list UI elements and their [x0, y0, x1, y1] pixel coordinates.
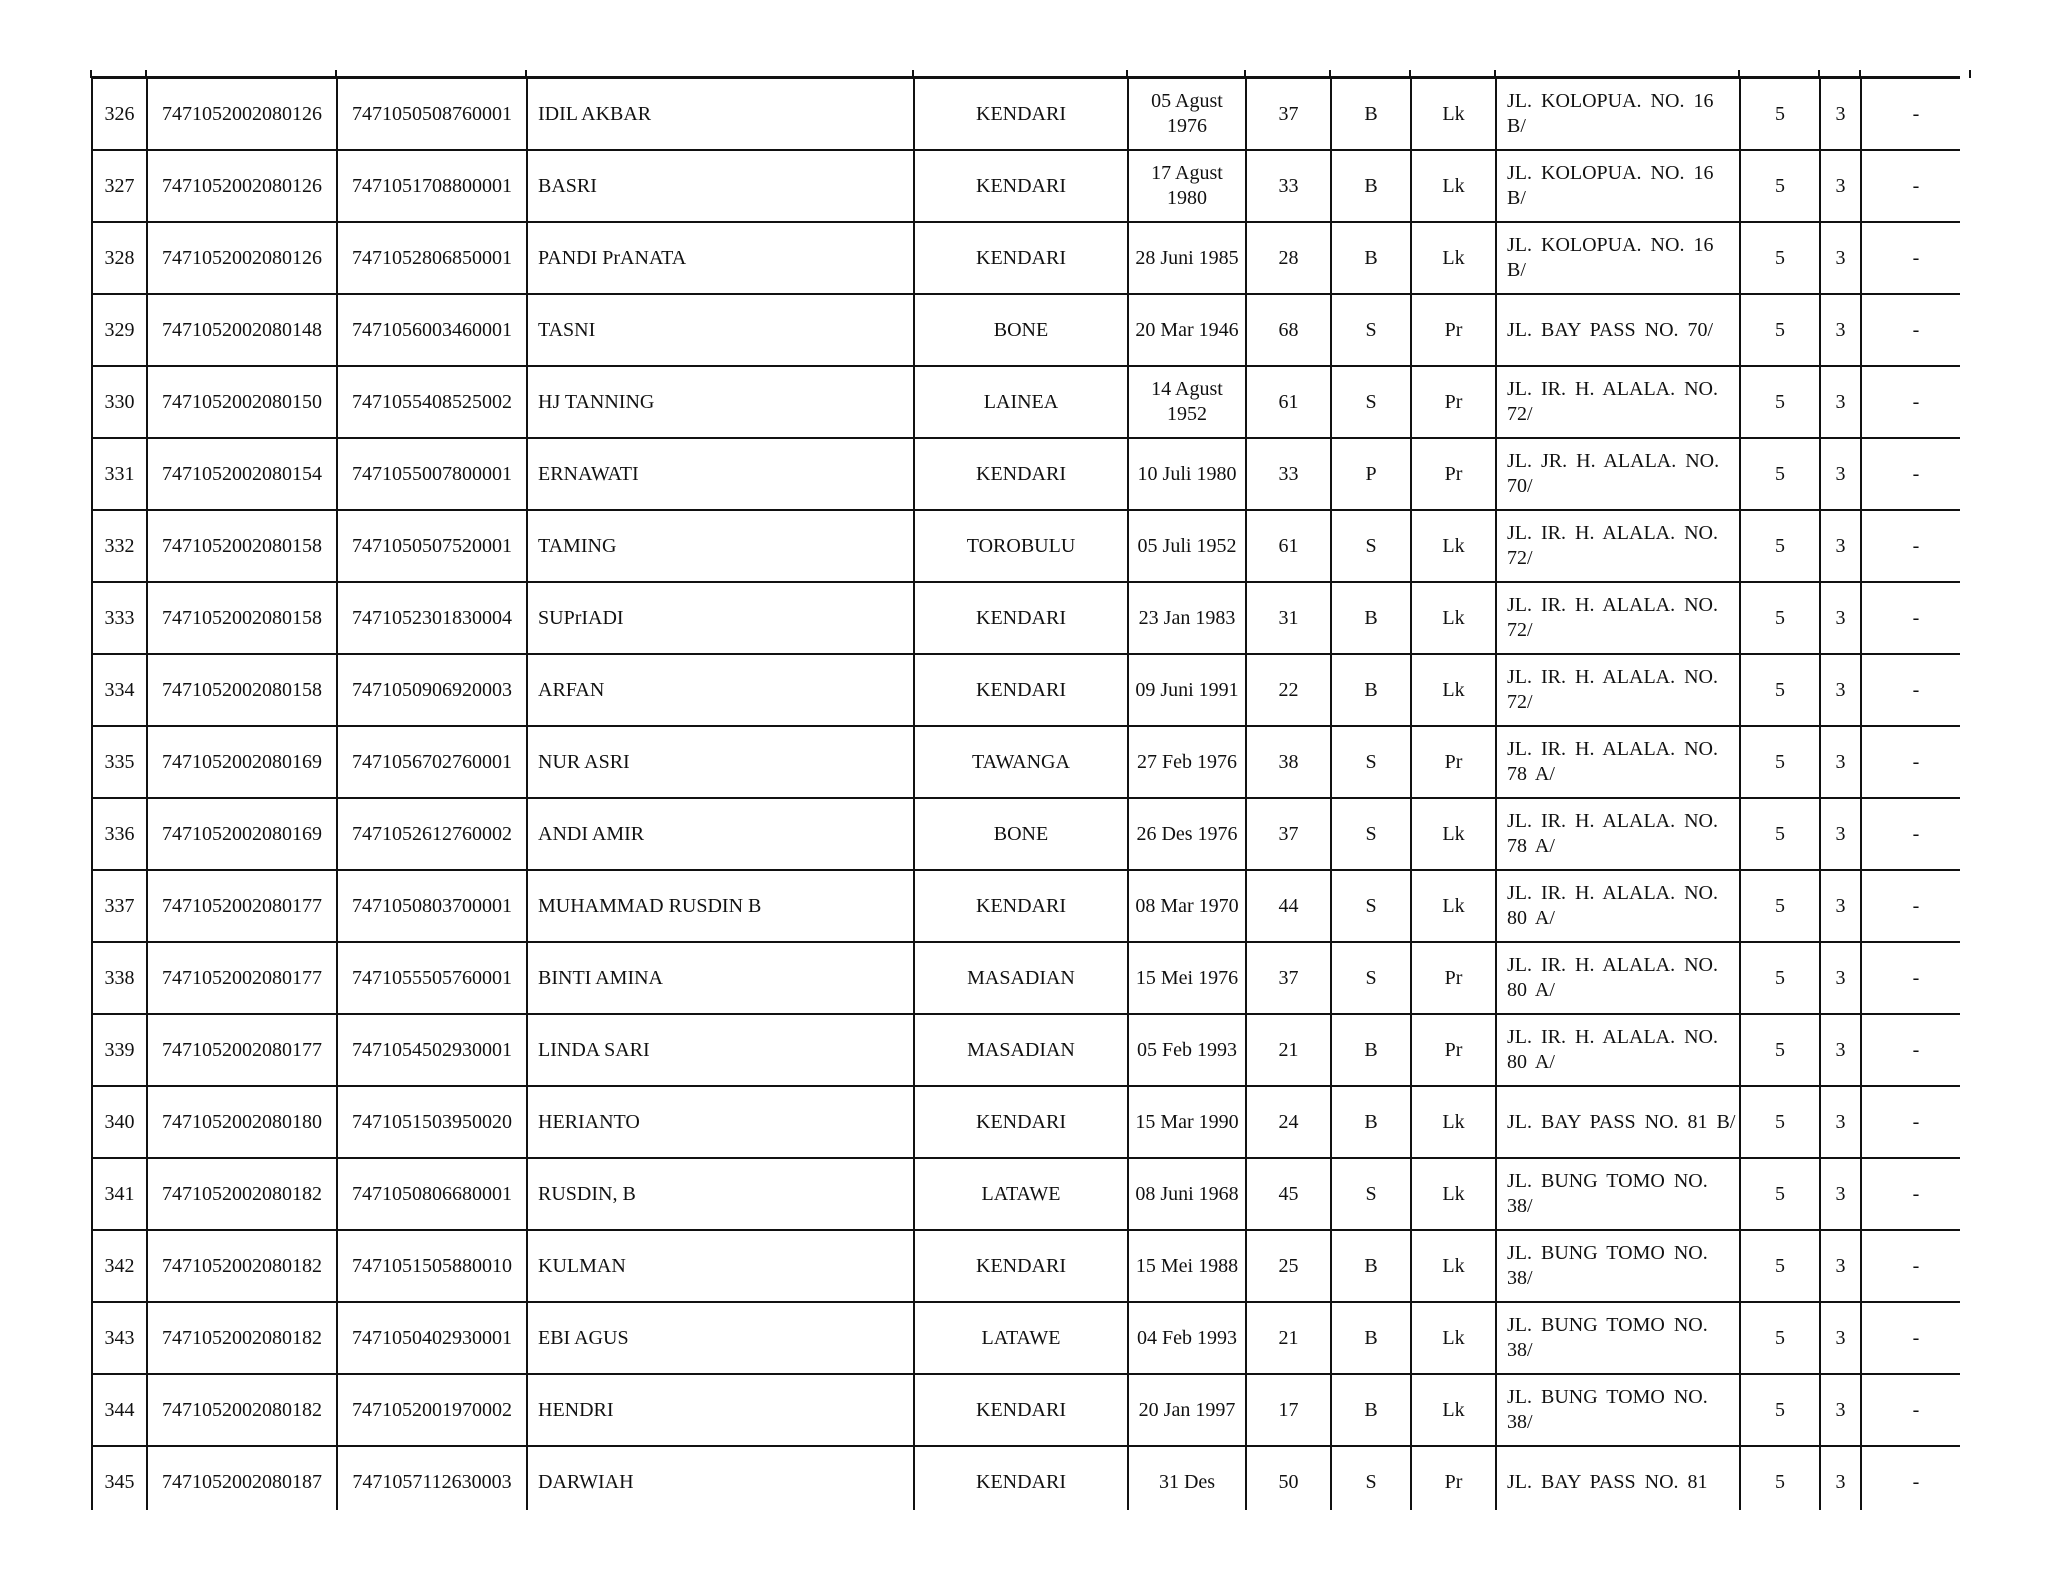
cell-marital-status: S [1331, 510, 1411, 582]
cell-row-number: 343 [92, 1302, 147, 1374]
cell-rw-number: 5 [1740, 222, 1820, 294]
table-row [92, 150, 1960, 222]
cell-birth-place: KENDARI [914, 1086, 1128, 1158]
cell-gender: Lk [1411, 510, 1496, 582]
cell-note: - [1861, 1230, 1960, 1302]
cell-resident-name: TASNI [527, 294, 914, 366]
table-row [92, 78, 1960, 151]
cell-family-card-number: 7471052002080177 [147, 942, 337, 1014]
resident-table [91, 76, 1960, 1510]
cell-birth-place: LATAWE [914, 1302, 1128, 1374]
cell-birth-date: 05 Agust 1976 [1128, 78, 1246, 151]
cell-marital-status: S [1331, 870, 1411, 942]
cell-birth-place: TOROBULU [914, 510, 1128, 582]
cell-rw-number: 5 [1740, 1302, 1820, 1374]
cell-national-id-number: 7471056003460001 [337, 294, 527, 366]
cell-birth-place: KENDARI [914, 150, 1128, 222]
table-row [92, 1446, 1960, 1510]
cell-national-id-number: 7471051503950020 [337, 1086, 527, 1158]
cell-age: 61 [1246, 366, 1331, 438]
cell-birth-date: 27 Feb 1976 [1128, 726, 1246, 798]
cell-birth-date: 05 Juli 1952 [1128, 510, 1246, 582]
cell-age: 21 [1246, 1302, 1331, 1374]
cell-birth-place: KENDARI [914, 1374, 1128, 1446]
cell-address: JL. BUNG TOMO NO. 38/ [1496, 1302, 1740, 1374]
cell-gender: Pr [1411, 942, 1496, 1014]
cell-resident-name: KULMAN [527, 1230, 914, 1302]
table-body [92, 78, 1960, 1511]
cell-gender: Pr [1411, 438, 1496, 510]
cell-row-number: 345 [92, 1446, 147, 1510]
cell-national-id-number: 7471050906920003 [337, 654, 527, 726]
cell-note: - [1861, 1302, 1960, 1374]
cell-marital-status: B [1331, 1014, 1411, 1086]
cell-national-id-number: 7471051505880010 [337, 1230, 527, 1302]
cell-national-id-number: 7471055408525002 [337, 366, 527, 438]
cell-note: - [1861, 1158, 1960, 1230]
cell-marital-status: S [1331, 294, 1411, 366]
cell-age: 33 [1246, 150, 1331, 222]
cell-row-number: 334 [92, 654, 147, 726]
cell-birth-place: BONE [914, 798, 1128, 870]
cell-birth-date: 20 Mar 1946 [1128, 294, 1246, 366]
cell-note: - [1861, 1086, 1960, 1158]
cell-address: JL. IR. H. ALALA. NO. 72/ [1496, 654, 1740, 726]
cell-birth-date: 08 Mar 1970 [1128, 870, 1246, 942]
table-row [92, 798, 1960, 870]
cell-national-id-number: 7471052612760002 [337, 798, 527, 870]
cell-national-id-number: 7471057112630003 [337, 1446, 527, 1510]
cell-note: - [1861, 582, 1960, 654]
cell-address: JL. JR. H. ALALA. NO. 70/ [1496, 438, 1740, 510]
cell-rw-number: 5 [1740, 726, 1820, 798]
cell-address: JL. BUNG TOMO NO. 38/ [1496, 1158, 1740, 1230]
table-row [92, 1230, 1960, 1302]
cell-note: - [1861, 78, 1960, 151]
cell-rt-number: 3 [1820, 582, 1861, 654]
cell-rw-number: 5 [1740, 654, 1820, 726]
cell-resident-name: SUPrIADI [527, 582, 914, 654]
cell-age: 68 [1246, 294, 1331, 366]
table-row [92, 1302, 1960, 1374]
cell-resident-name: HERIANTO [527, 1086, 914, 1158]
cell-rw-number: 5 [1740, 870, 1820, 942]
cell-family-card-number: 7471052002080169 [147, 798, 337, 870]
cell-family-card-number: 7471052002080177 [147, 870, 337, 942]
cell-gender: Lk [1411, 654, 1496, 726]
cell-family-card-number: 7471052002080158 [147, 510, 337, 582]
cell-family-card-number: 7471052002080150 [147, 366, 337, 438]
cell-family-card-number: 7471052002080158 [147, 582, 337, 654]
cell-rw-number: 5 [1740, 294, 1820, 366]
cell-birth-date: 26 Des 1976 [1128, 798, 1246, 870]
cell-birth-place: KENDARI [914, 654, 1128, 726]
cell-national-id-number: 7471050806680001 [337, 1158, 527, 1230]
cell-birth-place: LAINEA [914, 366, 1128, 438]
cell-rt-number: 3 [1820, 1158, 1861, 1230]
cell-age: 45 [1246, 1158, 1331, 1230]
cell-address: JL. BAY PASS NO. 70/ [1496, 294, 1740, 366]
cell-national-id-number: 7471052301830004 [337, 582, 527, 654]
cell-age: 21 [1246, 1014, 1331, 1086]
cell-row-number: 330 [92, 366, 147, 438]
cell-age: 31 [1246, 582, 1331, 654]
cell-marital-status: S [1331, 1158, 1411, 1230]
cell-family-card-number: 7471052002080180 [147, 1086, 337, 1158]
cell-birth-place: KENDARI [914, 1230, 1128, 1302]
cell-address: JL. IR. H. ALALA. NO. 72/ [1496, 582, 1740, 654]
cell-family-card-number: 7471052002080154 [147, 438, 337, 510]
table-row [92, 870, 1960, 942]
cell-row-number: 335 [92, 726, 147, 798]
table-row [92, 582, 1960, 654]
cell-marital-status: B [1331, 1374, 1411, 1446]
cell-rt-number: 3 [1820, 1230, 1861, 1302]
data-sheet [91, 76, 1960, 1510]
cell-birth-place: KENDARI [914, 582, 1128, 654]
cell-gender: Pr [1411, 1446, 1496, 1510]
cell-address: JL. KOLOPUA. NO. 16 B/ [1496, 78, 1740, 151]
cell-age: 37 [1246, 78, 1331, 151]
cell-resident-name: HJ TANNING [527, 366, 914, 438]
cell-note: - [1861, 1014, 1960, 1086]
cell-gender: Lk [1411, 1302, 1496, 1374]
table-row [92, 222, 1960, 294]
cell-address: JL. KOLOPUA. NO. 16 B/ [1496, 150, 1740, 222]
cell-note: - [1861, 1446, 1960, 1510]
cell-birth-date: 15 Mei 1988 [1128, 1230, 1246, 1302]
table-row [92, 438, 1960, 510]
cell-rw-number: 5 [1740, 78, 1820, 151]
cell-rw-number: 5 [1740, 438, 1820, 510]
table-row [92, 1086, 1960, 1158]
cell-row-number: 340 [92, 1086, 147, 1158]
cell-gender: Pr [1411, 726, 1496, 798]
cell-birth-date: 15 Mar 1990 [1128, 1086, 1246, 1158]
cell-row-number: 336 [92, 798, 147, 870]
cell-birth-place: KENDARI [914, 222, 1128, 294]
cell-gender: Lk [1411, 1230, 1496, 1302]
cell-birth-date: 28 Juni 1985 [1128, 222, 1246, 294]
cell-marital-status: S [1331, 1446, 1411, 1510]
cell-family-card-number: 7471052002080126 [147, 78, 337, 151]
cell-rw-number: 5 [1740, 1230, 1820, 1302]
cell-rt-number: 3 [1820, 942, 1861, 1014]
cell-resident-name: TAMING [527, 510, 914, 582]
cell-age: 33 [1246, 438, 1331, 510]
cell-birth-place: KENDARI [914, 1446, 1128, 1510]
cell-national-id-number: 7471054502930001 [337, 1014, 527, 1086]
cell-national-id-number: 7471050803700001 [337, 870, 527, 942]
cell-age: 24 [1246, 1086, 1331, 1158]
cell-rt-number: 3 [1820, 1374, 1861, 1446]
cell-note: - [1861, 726, 1960, 798]
cell-birth-place: LATAWE [914, 1158, 1128, 1230]
cell-rt-number: 3 [1820, 222, 1861, 294]
cell-gender: Pr [1411, 366, 1496, 438]
cell-rw-number: 5 [1740, 1446, 1820, 1510]
column-tick [1969, 70, 1971, 78]
cell-birth-date: 31 Des [1128, 1446, 1246, 1510]
cell-marital-status: B [1331, 78, 1411, 151]
cell-row-number: 338 [92, 942, 147, 1014]
cell-address: JL. IR. H. ALALA. NO. 80 A/ [1496, 1014, 1740, 1086]
table-row [92, 654, 1960, 726]
cell-birth-place: KENDARI [914, 438, 1128, 510]
cell-age: 37 [1246, 942, 1331, 1014]
cell-birth-place: BONE [914, 294, 1128, 366]
cell-rt-number: 3 [1820, 726, 1861, 798]
cell-age: 37 [1246, 798, 1331, 870]
cell-row-number: 328 [92, 222, 147, 294]
cell-resident-name: DARWIAH [527, 1446, 914, 1510]
cell-resident-name: ANDI AMIR [527, 798, 914, 870]
cell-row-number: 327 [92, 150, 147, 222]
cell-marital-status: B [1331, 1302, 1411, 1374]
cell-birth-place: KENDARI [914, 78, 1128, 151]
cell-rw-number: 5 [1740, 798, 1820, 870]
cell-birth-place: TAWANGA [914, 726, 1128, 798]
cell-gender: Lk [1411, 798, 1496, 870]
cell-gender: Lk [1411, 1086, 1496, 1158]
cell-birth-date: 17 Agust 1980 [1128, 150, 1246, 222]
cell-national-id-number: 7471055007800001 [337, 438, 527, 510]
cell-note: - [1861, 150, 1960, 222]
cell-gender: Lk [1411, 582, 1496, 654]
cell-rw-number: 5 [1740, 582, 1820, 654]
cell-address: JL. BAY PASS NO. 81 [1496, 1446, 1740, 1510]
cell-gender: Pr [1411, 294, 1496, 366]
cell-note: - [1861, 942, 1960, 1014]
cell-age: 22 [1246, 654, 1331, 726]
cell-gender: Lk [1411, 1158, 1496, 1230]
cell-marital-status: B [1331, 582, 1411, 654]
table-row [92, 942, 1960, 1014]
cell-resident-name: ERNAWATI [527, 438, 914, 510]
cell-resident-name: ARFAN [527, 654, 914, 726]
cell-birth-place: KENDARI [914, 870, 1128, 942]
cell-gender: Lk [1411, 870, 1496, 942]
cell-age: 28 [1246, 222, 1331, 294]
cell-family-card-number: 7471052002080158 [147, 654, 337, 726]
cell-resident-name: LINDA SARI [527, 1014, 914, 1086]
cell-rt-number: 3 [1820, 1446, 1861, 1510]
cell-birth-date: 10 Juli 1980 [1128, 438, 1246, 510]
cell-birth-date: 14 Agust 1952 [1128, 366, 1246, 438]
cell-row-number: 333 [92, 582, 147, 654]
cell-resident-name: IDIL AKBAR [527, 78, 914, 151]
cell-marital-status: B [1331, 1230, 1411, 1302]
cell-age: 44 [1246, 870, 1331, 942]
cell-row-number: 326 [92, 78, 147, 151]
table-row [92, 1014, 1960, 1086]
cell-rt-number: 3 [1820, 1086, 1861, 1158]
cell-marital-status: S [1331, 798, 1411, 870]
table-row [92, 510, 1960, 582]
cell-marital-status: S [1331, 726, 1411, 798]
cell-family-card-number: 7471052002080182 [147, 1158, 337, 1230]
cell-row-number: 344 [92, 1374, 147, 1446]
cell-row-number: 341 [92, 1158, 147, 1230]
cell-national-id-number: 7471052806850001 [337, 222, 527, 294]
cell-birth-date: 20 Jan 1997 [1128, 1374, 1246, 1446]
cell-note: - [1861, 438, 1960, 510]
cell-family-card-number: 7471052002080169 [147, 726, 337, 798]
cell-marital-status: P [1331, 438, 1411, 510]
cell-family-card-number: 7471052002080177 [147, 1014, 337, 1086]
cell-resident-name: NUR ASRI [527, 726, 914, 798]
cell-birth-date: 08 Juni 1968 [1128, 1158, 1246, 1230]
cell-age: 61 [1246, 510, 1331, 582]
cell-rt-number: 3 [1820, 78, 1861, 151]
cell-address: JL. BUNG TOMO NO. 38/ [1496, 1230, 1740, 1302]
cell-address: JL. IR. H. ALALA. NO. 80 A/ [1496, 942, 1740, 1014]
table-row [92, 294, 1960, 366]
cell-family-card-number: 7471052002080182 [147, 1374, 337, 1446]
table-row [92, 1158, 1960, 1230]
cell-rw-number: 5 [1740, 366, 1820, 438]
cell-birth-date: 23 Jan 1983 [1128, 582, 1246, 654]
cell-rw-number: 5 [1740, 1374, 1820, 1446]
cell-family-card-number: 7471052002080187 [147, 1446, 337, 1510]
cell-national-id-number: 7471056702760001 [337, 726, 527, 798]
cell-address: JL. BUNG TOMO NO. 38/ [1496, 1374, 1740, 1446]
cell-rw-number: 5 [1740, 1014, 1820, 1086]
table-row [92, 1374, 1960, 1446]
cell-rt-number: 3 [1820, 798, 1861, 870]
cell-rw-number: 5 [1740, 1086, 1820, 1158]
cell-row-number: 337 [92, 870, 147, 942]
cell-age: 25 [1246, 1230, 1331, 1302]
cell-gender: Lk [1411, 1374, 1496, 1446]
cell-marital-status: B [1331, 1086, 1411, 1158]
cell-rt-number: 3 [1820, 438, 1861, 510]
cell-row-number: 332 [92, 510, 147, 582]
cell-row-number: 342 [92, 1230, 147, 1302]
cell-national-id-number: 7471055505760001 [337, 942, 527, 1014]
cell-national-id-number: 7471050507520001 [337, 510, 527, 582]
cell-marital-status: S [1331, 942, 1411, 1014]
cell-note: - [1861, 366, 1960, 438]
cell-family-card-number: 7471052002080126 [147, 222, 337, 294]
cell-rw-number: 5 [1740, 150, 1820, 222]
cell-family-card-number: 7471052002080148 [147, 294, 337, 366]
table-row [92, 726, 1960, 798]
cell-birth-date: 09 Juni 1991 [1128, 654, 1246, 726]
cell-resident-name: EBI AGUS [527, 1302, 914, 1374]
cell-marital-status: B [1331, 222, 1411, 294]
cell-address: JL. IR. H. ALALA. NO. 78 A/ [1496, 798, 1740, 870]
cell-rw-number: 5 [1740, 1158, 1820, 1230]
cell-rt-number: 3 [1820, 1014, 1861, 1086]
cell-address: JL. BAY PASS NO. 81 B/ [1496, 1086, 1740, 1158]
cell-family-card-number: 7471052002080182 [147, 1302, 337, 1374]
cell-address: JL. IR. H. ALALA. NO. 72/ [1496, 366, 1740, 438]
cell-resident-name: PANDI PrANATA [527, 222, 914, 294]
cell-rw-number: 5 [1740, 510, 1820, 582]
cell-marital-status: B [1331, 654, 1411, 726]
cell-resident-name: RUSDIN, B [527, 1158, 914, 1230]
cell-address: JL. KOLOPUA. NO. 16 B/ [1496, 222, 1740, 294]
cell-rw-number: 5 [1740, 942, 1820, 1014]
cell-note: - [1861, 654, 1960, 726]
cell-age: 17 [1246, 1374, 1331, 1446]
cell-rt-number: 3 [1820, 870, 1861, 942]
cell-note: - [1861, 1374, 1960, 1446]
cell-resident-name: HENDRI [527, 1374, 914, 1446]
table-row [92, 366, 1960, 438]
cell-gender: Lk [1411, 222, 1496, 294]
cell-age: 50 [1246, 1446, 1331, 1510]
cell-rt-number: 3 [1820, 654, 1861, 726]
cell-national-id-number: 7471051708800001 [337, 150, 527, 222]
cell-note: - [1861, 798, 1960, 870]
cell-birth-date: 15 Mei 1976 [1128, 942, 1246, 1014]
cell-address: JL. IR. H. ALALA. NO. 80 A/ [1496, 870, 1740, 942]
cell-row-number: 339 [92, 1014, 147, 1086]
cell-note: - [1861, 870, 1960, 942]
cell-birth-place: MASADIAN [914, 1014, 1128, 1086]
cell-note: - [1861, 510, 1960, 582]
cell-rt-number: 3 [1820, 366, 1861, 438]
cell-gender: Lk [1411, 150, 1496, 222]
cell-birth-date: 05 Feb 1993 [1128, 1014, 1246, 1086]
cell-address: JL. IR. H. ALALA. NO. 78 A/ [1496, 726, 1740, 798]
cell-note: - [1861, 294, 1960, 366]
cell-national-id-number: 7471052001970002 [337, 1374, 527, 1446]
cell-row-number: 331 [92, 438, 147, 510]
cell-birth-place: MASADIAN [914, 942, 1128, 1014]
cell-marital-status: S [1331, 366, 1411, 438]
cell-age: 38 [1246, 726, 1331, 798]
cell-rt-number: 3 [1820, 150, 1861, 222]
cell-gender: Pr [1411, 1014, 1496, 1086]
cell-national-id-number: 7471050402930001 [337, 1302, 527, 1374]
cell-rt-number: 3 [1820, 510, 1861, 582]
cell-birth-date: 04 Feb 1993 [1128, 1302, 1246, 1374]
cell-rt-number: 3 [1820, 1302, 1861, 1374]
cell-rt-number: 3 [1820, 294, 1861, 366]
cell-gender: Lk [1411, 78, 1496, 151]
cell-address: JL. IR. H. ALALA. NO. 72/ [1496, 510, 1740, 582]
cell-note: - [1861, 222, 1960, 294]
cell-marital-status: B [1331, 150, 1411, 222]
cell-resident-name: MUHAMMAD RUSDIN B [527, 870, 914, 942]
cell-row-number: 329 [92, 294, 147, 366]
cell-family-card-number: 7471052002080126 [147, 150, 337, 222]
cell-resident-name: BASRI [527, 150, 914, 222]
cell-national-id-number: 7471050508760001 [337, 78, 527, 151]
cell-family-card-number: 7471052002080182 [147, 1230, 337, 1302]
cell-resident-name: BINTI AMINA [527, 942, 914, 1014]
